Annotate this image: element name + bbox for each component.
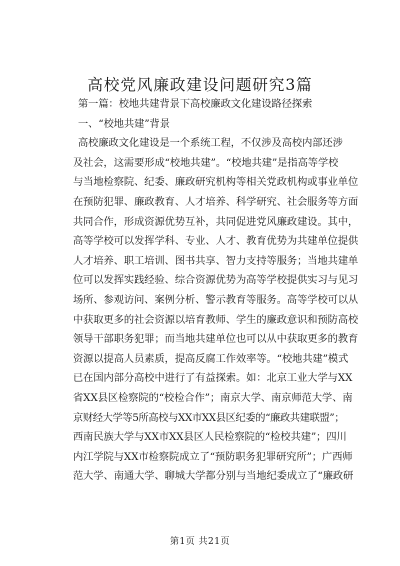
paragraph-line: 在预防犯罪、廉政教育、人才培养、科学研究、社会服务等方面 [73,196,359,208]
paragraph-line: 内江学院与XX市检察院成立了“预防职务犯罪研究所”；广西师 [73,451,353,463]
subsection-heading: 一、“校地共建”背景 [78,118,170,130]
paragraph-line: 领导干部职务犯罪；而当地共建单位也可以从中获取更多的教育 [73,334,359,346]
document-body [73,95,373,487]
paragraph-line: 场所、参观访问、案例分析、警示教育等服务。高等学校可以从 [73,294,359,306]
paragraph-line: 资源以提高人员素质，提高反腐工作效率等。“校地共建”模式 [73,353,349,365]
paragraph-line: 与当地检察院、纪委、廉政研究机构等相关党政机构或事业单位 [73,177,359,189]
paragraph-line: 位可以发挥实践经验、综合资源优势为高等学校提供实习与见习 [73,275,359,287]
paragraph-line: 高校廉政文化建设是一个系统工程，不仅涉及高校内部还涉 [78,138,343,150]
document-title: 高校党风廉政建设问题研究3篇 [87,76,313,94]
paragraph-line: 高等学校可以发挥学科、专业、人才、教育优势为共建单位提供 [73,236,359,248]
paragraph-line: 人才培养、职工培训、图书共享、智力支持等服务；当地共建单 [73,255,359,267]
paragraph-line: 京财经大学等5所高校与XX市XX县区纪委的“廉政共建联盟”； [73,412,345,424]
paragraph-line: 及社会，这需要形成“校地共建”。“校地共建”是指高等学校 [73,157,339,169]
paragraph-line: 省XX县区检察院的“校检合作”；南京大学、南京师范大学、南 [73,392,353,404]
section-heading: 第一篇：校地共建背景下高校廉政文化建设路径探索 [78,99,313,110]
paragraph-line: 已在国内部分高校中进行了有益探索。如：北京工业大学与XX [73,373,353,385]
paragraph-line: 共同合作，形成资源优势互补，共同促进党风廉政建设。其中， [73,216,359,228]
page-footer: 第1页 共21页 [169,537,231,547]
paragraph-line: 中获取更多的社会资源以培育教师、学生的廉政意识和预防高校 [73,314,359,326]
paragraph-line: 西南民族大学与XX市XX县区人民检察院的“检校共建”；四川 [73,432,347,444]
paragraph-line: 范大学、南通大学、聊城大学都分别与当地纪委成立了“廉政研 [73,471,354,483]
